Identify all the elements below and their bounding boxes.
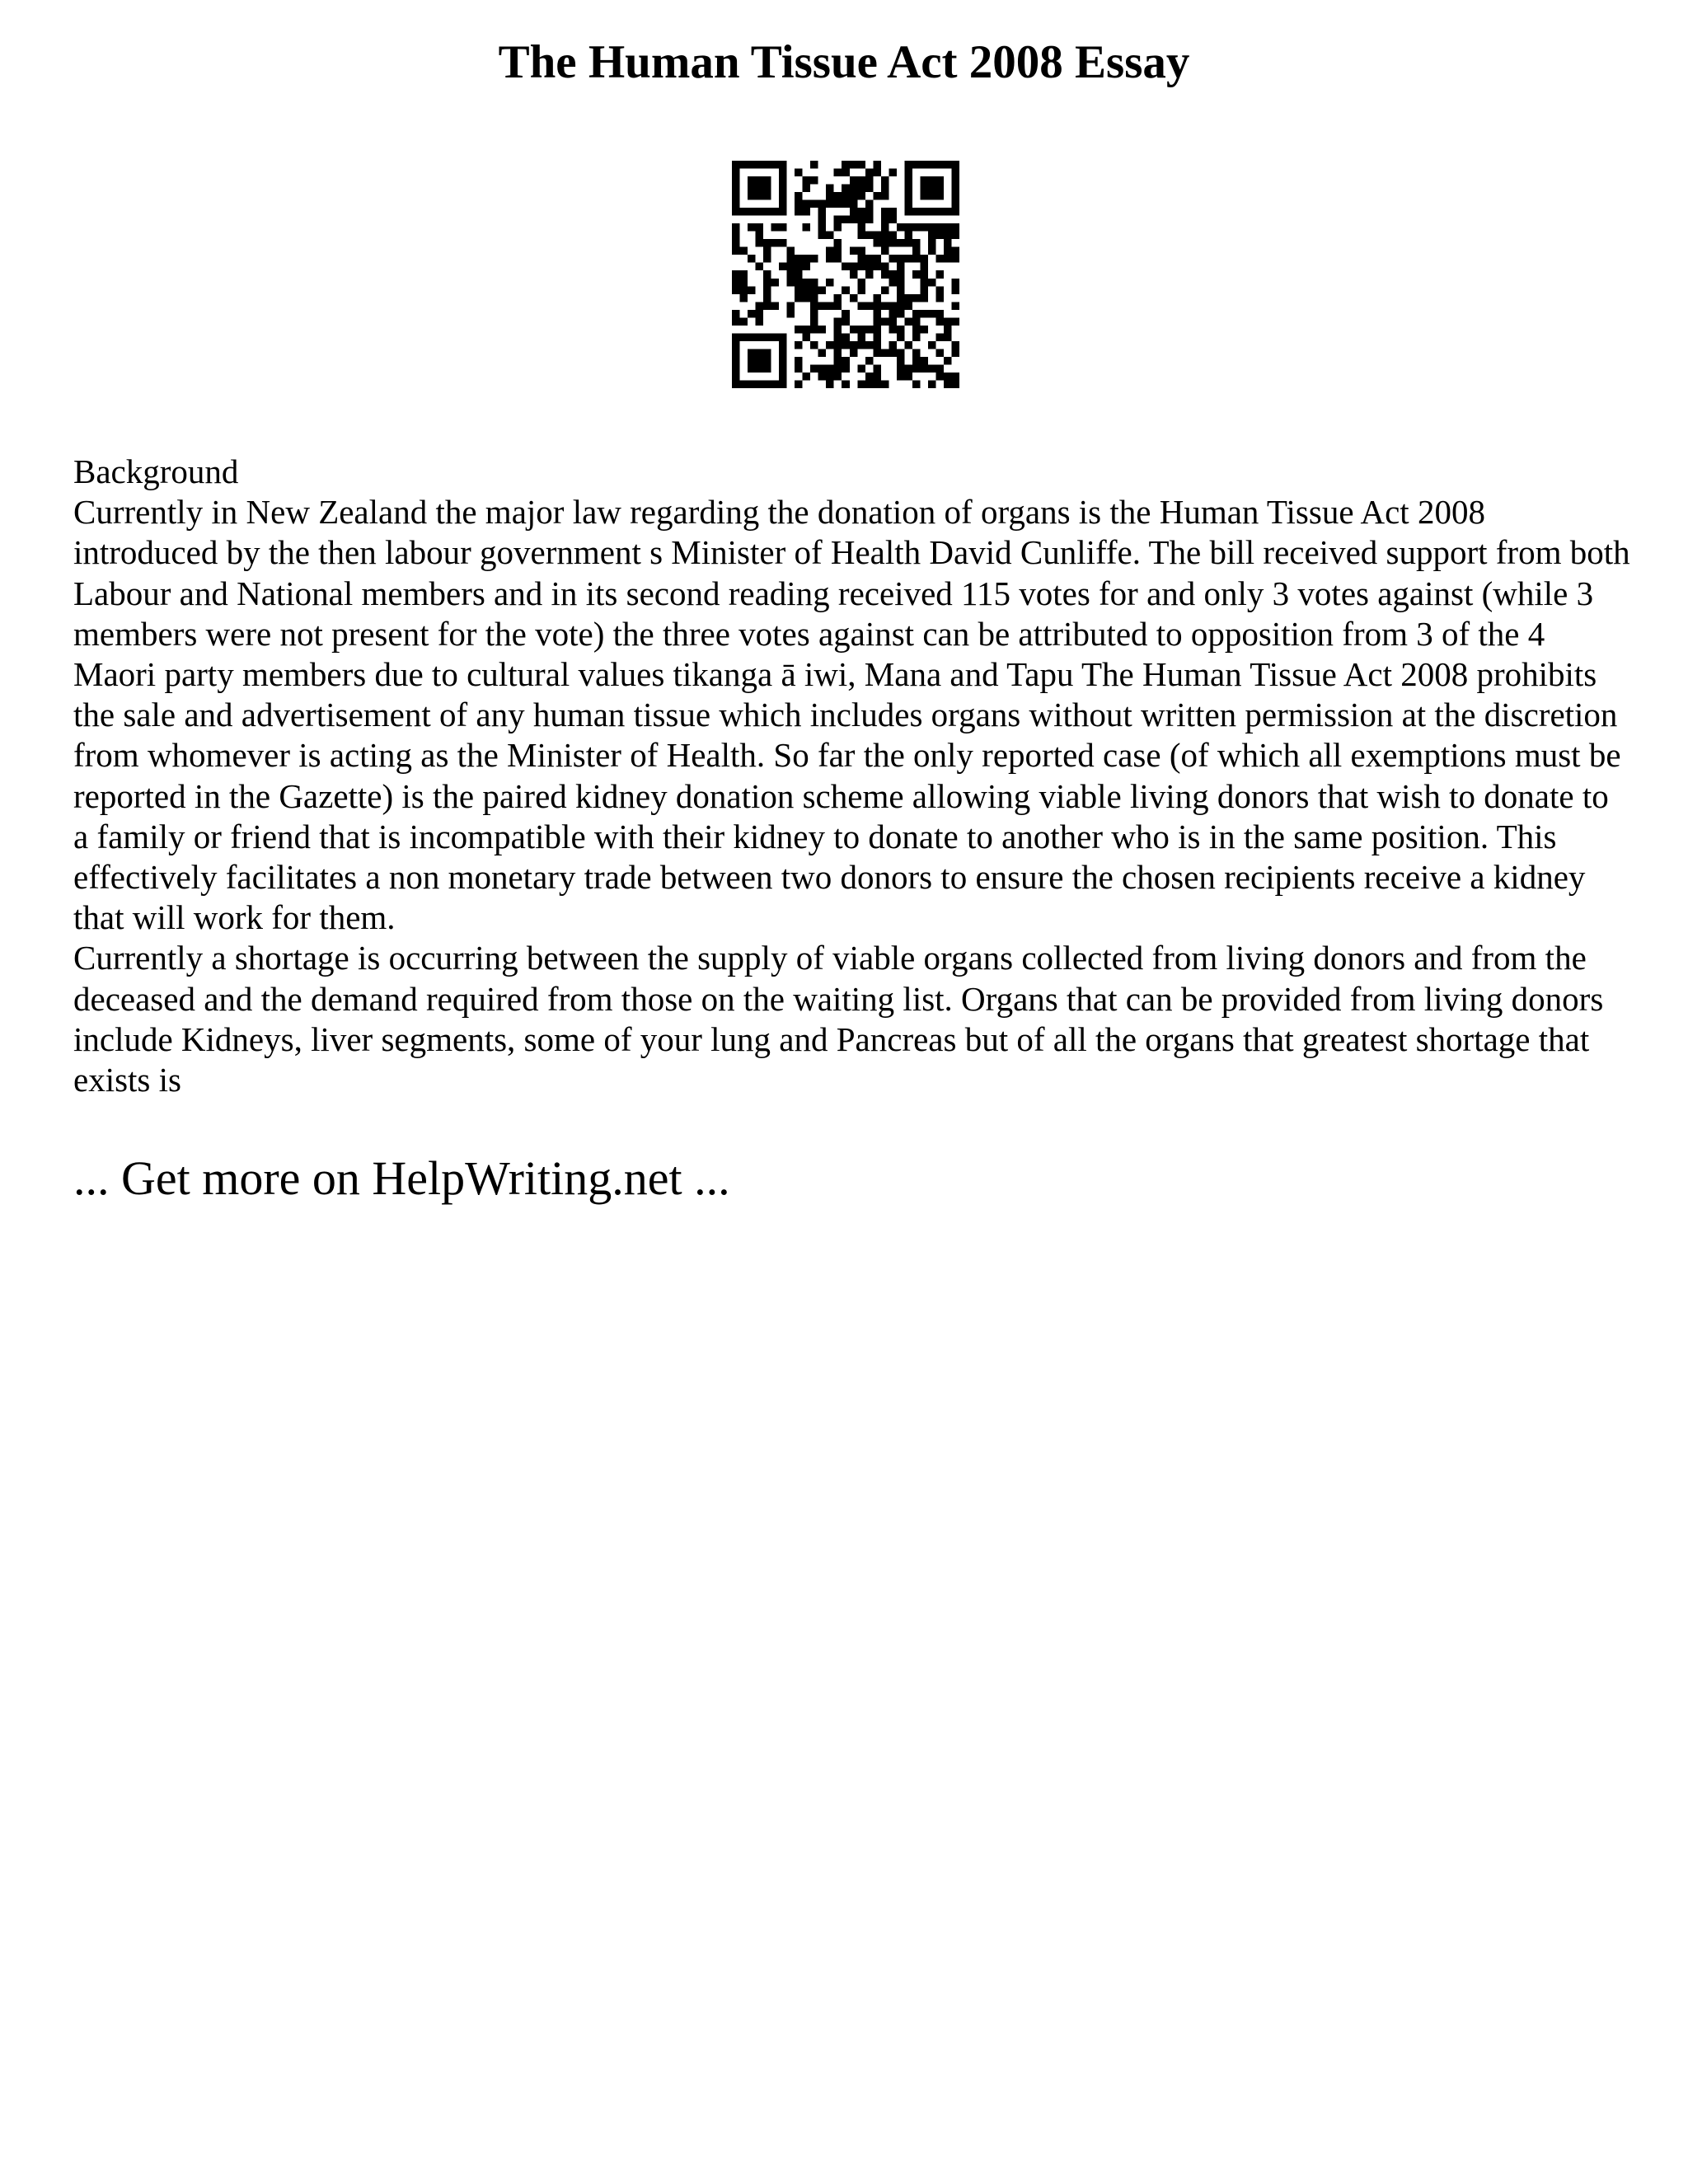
essay-body (73, 452, 1631, 1100)
paragraph: Currently in New Zealand the major law regarding the donation of organs is the Human Tissue Act 2008 introduced by the then labour government s Minister of Health David Cunliffe. The bill received support from both Labour and National members and in its second reading received 115 votes for and only 3 votes against (while 3 members were not present for the vote) the three votes against can be attributed to opposition from 3 of the 4 Maori party members due to cultural values tikanga ā iwi, Mana and Tapu The Human Tissue Act 2008 prohibits the sale and advertisement of any human tissue which includes organs without written permission at the discretion from whomever is acting as the Minister of Health. So far the only reported case (of which all exemptions must be reported in the Gazette) is the paired kidney donation scheme allowing viable living donors that wish to donate to a family or friend that is incompatible with their kidney to donate to another who is in the same position. This effectively facilitates a non monetary trade between two donors to ensure the chosen recipients receive a kidney that will work for them. (73, 493, 1630, 937)
section-heading: Background (73, 452, 239, 490)
paragraph: Currently a shortage is occurring between the supply of viable organs collected from living donors and from the deceased and the demand required from those on the waiting list. Organs that can be provided from living donors include Kidneys, liver segments, some of your lung and Pancreas but of all the organs that greatest shortage that exists is (73, 939, 1604, 1099)
qr-code-icon (732, 161, 959, 388)
page-title: The Human Tissue Act 2008 Essay (498, 36, 1190, 88)
get-more-link[interactable]: ... Get more on HelpWriting.net ... (73, 1151, 730, 1205)
